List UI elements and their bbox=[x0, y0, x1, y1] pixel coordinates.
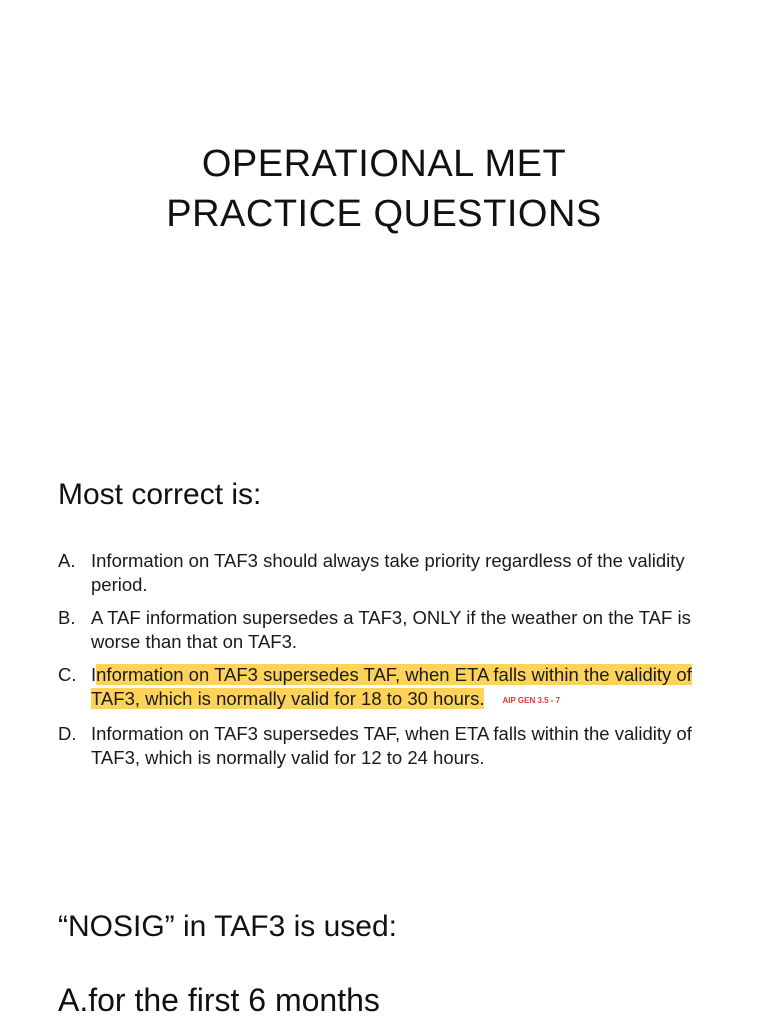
option-a-first-6-months: A.for the first 6 months bbox=[58, 982, 380, 1018]
option-letter: C. bbox=[58, 664, 77, 685]
option-letter: B. bbox=[58, 607, 76, 628]
option-text: Information on TAF3 should always take priority regardless of the validity period. bbox=[91, 550, 685, 595]
option-text: A TAF information supersedes a TAF3, ONLY if the weather on the TAF is worse than that on TAF3. bbox=[91, 607, 691, 652]
question-nosig: “NOSIG” in TAF3 is used: bbox=[58, 910, 397, 943]
answer-options-list bbox=[58, 549, 718, 779]
option-b bbox=[58, 606, 718, 654]
question-most-correct: Most correct is: bbox=[58, 478, 262, 511]
title-line-2: PRACTICE QUESTIONS bbox=[166, 193, 602, 236]
highlighted-answer: nformation on TAF3 supersedes TAF, when ETA falls within the validity of TAF3, which is normally valid for 18 to 30 hours. bbox=[91, 664, 692, 709]
page-title bbox=[0, 139, 768, 239]
option-letter: A. bbox=[58, 550, 76, 571]
option-c-correct bbox=[58, 663, 718, 713]
option-text-first-letter: I bbox=[91, 664, 97, 685]
option-a bbox=[58, 549, 718, 597]
option-letter: D. bbox=[58, 723, 77, 744]
title-line-1: OPERATIONAL MET bbox=[201, 143, 567, 186]
option-text: Information on TAF3 supersedes TAF, when ETA falls within the validity of TAF3, which is normally valid for 12 to 24 hours. bbox=[91, 723, 692, 768]
reference-note: AIP GEN 3.5 - 7 bbox=[502, 696, 561, 705]
option-d bbox=[58, 722, 718, 770]
option-text bbox=[91, 663, 718, 713]
